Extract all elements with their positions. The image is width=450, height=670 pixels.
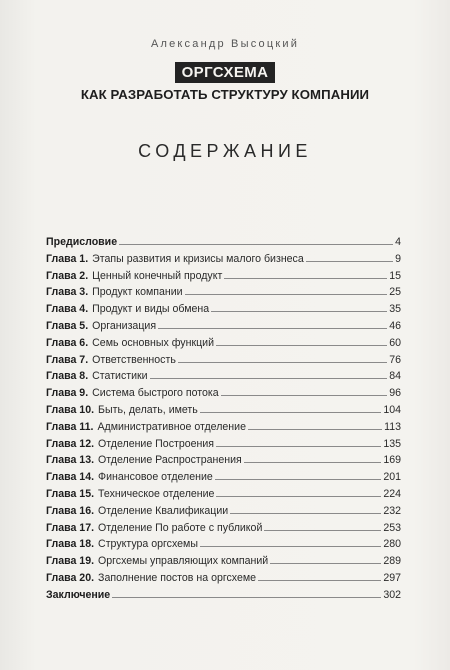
toc-chapter-number: Глава 20. [46, 571, 95, 584]
toc-leader-line [150, 377, 388, 379]
toc-entry [46, 234, 401, 251]
toc-title: Заполнение постов на оргсхеме [98, 571, 257, 584]
toc-chapter-number: Глава 8. [46, 370, 89, 383]
toc-title: Продукт и виды обмена [92, 303, 210, 316]
toc-chapter-number: Глава 13. [46, 454, 95, 467]
toc-leader-line [119, 243, 393, 245]
toc-title: Отделение Квалификации [98, 504, 229, 517]
toc-page-number: 289 [383, 555, 401, 568]
toc-chapter-number: Глава 18. [46, 538, 95, 551]
toc-entry [46, 268, 401, 285]
toc-entry [46, 419, 401, 436]
toc-title: Этапы развития и кризисы малого бизнеса [92, 252, 304, 265]
toc-title: Семь основных функций [92, 336, 214, 349]
toc-title: Организация [92, 319, 157, 332]
toc-leader-line [216, 495, 381, 497]
toc-chapter-number: Глава 14. [46, 471, 95, 484]
toc-page-number: 96 [389, 387, 401, 400]
toc-title: Административное отделение [97, 420, 246, 433]
toc-leader-line [248, 428, 382, 430]
toc-chapter-number: Глава 2. [46, 269, 89, 282]
toc-title: Отделение По работе с публикой [98, 521, 263, 534]
toc-entry [46, 301, 401, 318]
toc-entry [46, 436, 401, 453]
toc-page-number: 4 [395, 236, 401, 248]
toc-page-number: 201 [383, 471, 401, 484]
toc-leader-line [264, 529, 381, 531]
toc-page-number: 35 [389, 303, 401, 316]
toc-leader-line [112, 596, 381, 598]
toc-entry [46, 536, 401, 553]
toc-title: Заключение [46, 588, 111, 601]
toc-entry [46, 520, 401, 537]
toc-entry [46, 486, 401, 503]
toc-title: Быть, делать, иметь [98, 403, 198, 416]
toc-leader-line [185, 293, 388, 295]
toc-leader-line [216, 344, 387, 346]
toc-title: Продукт компании [92, 286, 183, 299]
toc-title: Оргсхемы управляющих компаний [98, 555, 269, 568]
toc-chapter-number: Глава 6. [46, 336, 89, 349]
toc-chapter-number: Глава 9. [46, 387, 89, 400]
toc-page-number: 60 [389, 336, 401, 349]
toc-title: Структура оргсхемы [98, 538, 198, 551]
toc-title: Статистики [92, 370, 148, 383]
toc-chapter-number: Глава 19. [46, 555, 95, 568]
toc-entry [46, 402, 401, 419]
toc-page-number: 253 [383, 521, 401, 534]
toc-chapter-number: Глава 5. [46, 319, 89, 332]
toc-page-number: 135 [383, 437, 401, 450]
book-title: ОРГСХЕМА [175, 62, 276, 83]
toc-title: Система быстрого потока [92, 387, 219, 400]
toc-title: Ценный конечный продукт [92, 269, 223, 282]
toc-page-number: 46 [389, 319, 401, 332]
toc-leader-line [270, 562, 381, 564]
toc-chapter-number: Глава 16. [46, 504, 95, 517]
toc-title: Ответственность [92, 353, 176, 366]
toc-leader-line [158, 327, 387, 329]
toc-chapter-number: Глава 11. [46, 420, 94, 433]
toc-chapter-number: Глава 15. [46, 487, 95, 500]
toc-page-number: 297 [383, 571, 401, 584]
toc-entry [46, 352, 401, 369]
toc-leader-line [224, 277, 387, 279]
toc-page-number: 113 [384, 420, 401, 433]
toc-leader-line [215, 478, 382, 480]
toc-leader-line [306, 260, 393, 262]
toc-page-number: 25 [389, 286, 401, 299]
toc-entry [46, 503, 401, 520]
toc-entry [46, 452, 401, 469]
toc-leader-line [178, 361, 387, 363]
toc-leader-line [216, 445, 381, 447]
toc-leader-line [258, 579, 381, 581]
toc-entry [46, 553, 401, 570]
toc-leader-line [200, 411, 382, 413]
toc-entry [46, 587, 401, 604]
toc-leader-line [200, 545, 381, 547]
toc-entry [46, 335, 401, 352]
toc-page-number: 280 [383, 538, 401, 551]
toc-page-number: 104 [383, 403, 401, 416]
toc-leader-line [221, 394, 388, 396]
toc-title: Отделение Распространения [98, 454, 242, 467]
toc-chapter-number: Глава 17. [46, 521, 95, 534]
toc-entry [46, 469, 401, 486]
toc-entry [46, 385, 401, 402]
toc-page-number: 302 [383, 588, 401, 601]
toc-chapter-number: Глава 12. [46, 437, 95, 450]
toc-leader-line [211, 310, 387, 312]
author-name: Александр Высоцкий [150, 38, 300, 50]
toc-chapter-number: Глава 4. [46, 303, 89, 316]
toc-heading: СОДЕРЖАНИЕ [138, 141, 312, 161]
toc-page-number: 76 [389, 353, 401, 366]
toc-page-number: 84 [389, 370, 401, 383]
toc-chapter-number: Глава 7. [46, 353, 89, 366]
toc-page-number: 169 [383, 454, 401, 467]
toc-entry [46, 368, 401, 385]
toc-entry [46, 318, 401, 335]
toc-chapter-number: Глава 1. [46, 252, 89, 265]
toc-title: Отделение Построения [98, 437, 215, 450]
toc-page-number: 9 [395, 252, 401, 265]
toc-title: Техническое отделение [98, 487, 215, 500]
toc-chapter-number: Глава 3. [46, 286, 89, 299]
toc-entry [46, 251, 401, 268]
toc-page-number: 15 [389, 269, 401, 282]
brand-wrap [0, 62, 450, 83]
toc-leader-line [244, 461, 382, 463]
toc-chapter-number: Глава 10. [46, 403, 95, 416]
toc-entry [46, 284, 401, 301]
toc-page-number: 224 [383, 487, 401, 500]
table-of-contents [46, 234, 401, 604]
toc-entry [46, 570, 401, 587]
toc-leader-line [230, 512, 381, 514]
toc-page-number: 232 [383, 504, 401, 517]
toc-title: Финансовое отделение [98, 471, 213, 484]
toc-title: Предисловие [46, 236, 118, 248]
book-subtitle: КАК РАЗРАБОТАТЬ СТРУКТУРУ КОМПАНИИ [80, 87, 370, 102]
